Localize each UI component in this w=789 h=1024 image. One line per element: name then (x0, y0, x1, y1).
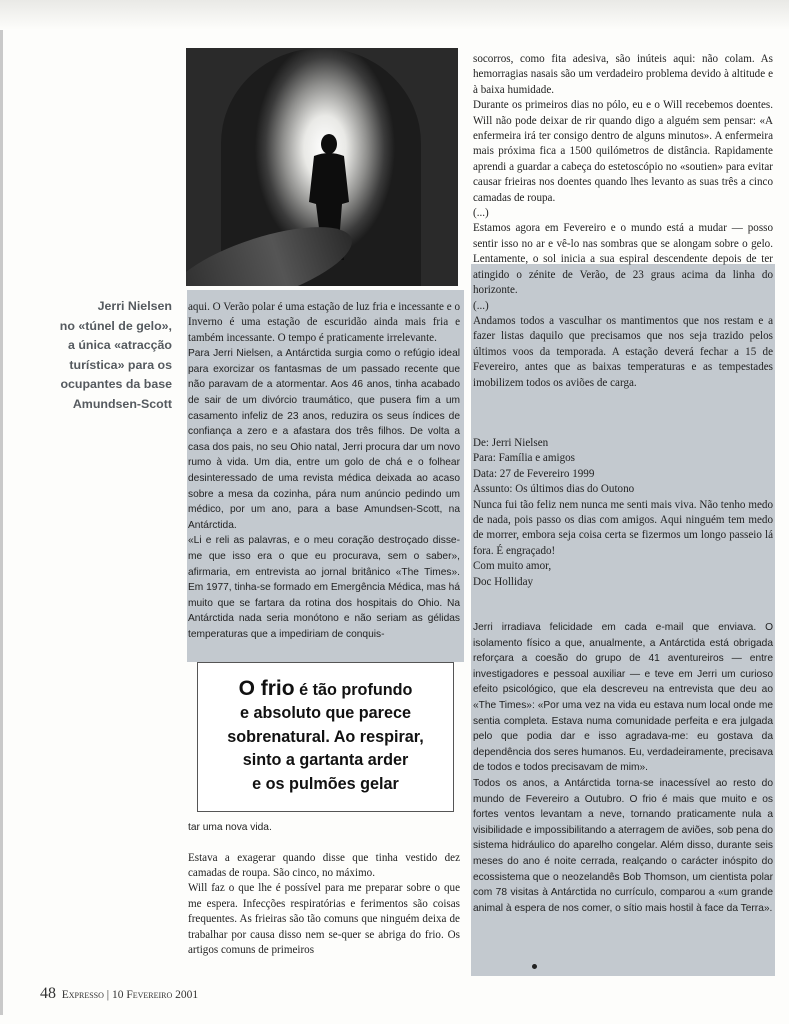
paragraph: Jerri irradiava felicidade em cada e-mail que enviava. O isolamento físico a que, anualmente, a Antárctida está obrigada reforçara a coesão do grupo de 41 aventureiros — entre investigadores e pessoal auxiliar — e teve em Jerri um curioso efeito psicológico, que ela descreveu na entrevista que deu ao «The Times»: «Por uma vez na vida eu estava num local onde me sentia completa. Estava numa comunidade perfeita e era julgada pelo que podia dar e isso agradava-me: eu gostava da dependência dos seres humanos. Eu, verdadeiramente, precisava de todos e todos precisavam de mim». (473, 622, 773, 774)
page-footer (40, 985, 198, 1003)
page-top-edge (0, 0, 789, 30)
column-1-bottom (188, 820, 460, 958)
pull-quote-line: e os pulmões gelar (252, 774, 399, 793)
paragraph: Andamos todos a vasculhar os mantimentos que nos restam e a fazer listas daquilo que precisamos que nos seja trazido pelos últimos voos da temporada. A estação deverá fechar a 15 de Fevereiro, antes que as baixas temperaturas e as tempestades imobilizem todos os aviões de carga. (473, 314, 773, 389)
pull-quote-line: sinto a gartanta arder (242, 751, 409, 770)
email-block (473, 436, 773, 590)
email-signature: Doc Holliday (473, 575, 534, 588)
caption-line: turística» para os (69, 357, 172, 372)
paragraph: tar uma nova vida. (188, 822, 272, 833)
email-signoff: Com muito amor, (473, 560, 552, 573)
email-from: De: Jerri Nielsen (473, 437, 549, 449)
ice-tunnel-photo (186, 48, 458, 286)
email-date: Data: 27 de Fevereiro 1999 (473, 467, 595, 480)
paragraph: «Li e reli as palavras, e o meu coração destroçado disse-me que isso era o que eu procurava, sem o saber», afirmaria, em entrevista ao jornal britânico «The Times». Em 1977, tinha-se formado em Emergência Médica, mas há muito que se fartara da rotina dos hospitais do Ohio. Na Antárctida nada seria monótono e não seriam as gélidas temperaturas que a impediriam de conquis- (188, 535, 460, 640)
issue-date: 10 Fevereiro 2001 (111, 989, 199, 1001)
column-1-top (188, 300, 460, 643)
paragraph: socorros, como fita adesiva, são inúteis aqui: não colam. As hemorragias nasais são um verdadeiro problema devido à altitude e à baixa humidade. (473, 53, 773, 96)
paragraph: Durante os primeiros dias no pólo, eu e o Will recebemos doentes. Will não pode deixar de rir quando digo a alguém sem pensar: «A enfermeira irá ter consigo dentro de alguns minutos». A enfermeira mais próxima fica a 1500 quilómetros de distância. Rapidamente aprendi a guardar a cabeça do estetoscópio no «soutien» para evitar causar frieiras nos doentes quando lhes levanto as suas três a cinco camadas de roupa. (473, 99, 773, 204)
column-2-top (473, 52, 773, 391)
email-subject: Assunto: Os últimos dias do Outono (473, 483, 635, 496)
pull-quote-line: é tão profundo (294, 681, 413, 699)
ellipsis: (...) (473, 299, 489, 312)
caption-line: Amundsen-Scott (72, 396, 172, 411)
pull-quote (197, 662, 454, 812)
caption-line: ocupantes da base (60, 377, 172, 391)
paragraph: Will faz o que lhe é possível para me preparar sobre o que me espera. Infecções respiratórias e ferimentos são coisas frequentes. As frieiras são tão comuns que ninguém deixa de trabalhar por causa disso nem se-quer se abriga do frio. Os artigos comuns de primeiros (188, 882, 460, 957)
pull-quote-line: e absoluto que parece (240, 704, 411, 723)
paragraph: Nunca fui tão feliz nem nunca me senti mais viva. Não tenho medo de nada, pois passo os dias com amigos. Aqui ninguém tem medo de morrer, embora seja coisa certa se fizermos um longo passeio lá fora. É engraçado! (473, 498, 773, 557)
paragraph: Todos os anos, a Antárctida torna-se inacessível ao resto do mundo de Fevereiro a Outubro. O frio é mais que muito e os fortes ventos levantam a neve, tornando praticamente nula a visibilidade e impossibilitando a aterragem de aviões, sob pena do sistema hidráulico do aparelho congelar. Além disso, durante seis meses do ano é noite cerrada, realçando o carácter inóspito do ecossistema que o neozelandês Bob Thomson, um cientista polar com 78 visitas à Antárctida no currículo, comparou a «um grande animal à espera de nos comer, o sítio mais hostil à face da Terra». (473, 777, 773, 914)
publication-name: Expresso (61, 989, 104, 1001)
photo-caption (20, 297, 172, 414)
caption-line: no «túnel de gelo», (59, 318, 172, 333)
footer-separator: | (106, 989, 110, 1001)
paragraph: Estamos agora em Fevereiro e o mundo está a mudar — posso sentir isso no ar e vê-lo nas sombras que se alongam sobre o gelo. Lentamente, o sol inicia a sua espiral descendente depois de ter atingido o zénite de Verão, de 23 graus acima da linha do horizonte. (473, 222, 773, 297)
page-number: 48 (40, 985, 56, 1002)
column-2-bottom (473, 620, 773, 916)
ellipsis: (...) (473, 207, 489, 220)
email-to: Para: Família e amigos (473, 452, 575, 465)
caption-line: a única «atracção (67, 338, 172, 352)
page-left-rule (0, 30, 3, 1015)
paragraph: Para Jerri Nielsen, a Antárctida surgia como o refúgio ideal para exorcizar os fantasmas de um passado recente que não paravam de a atormentar. Aos 46 anos, tinha acabado de sair de um divórcio traumático, que pusera fim a um casamento infeliz de 23 anos, reduzira os seus índices de confiança a zero e a afastara dos três filhos. De volta a casa dos pais, no seu Ohio natal, Jerri procura dar um novo rumo à vida. Um dia, entre um golo de chá e o folhear desinteressado de uma revista médica deixada ao acaso sobre a mesa da cozinha, pára num anúncio pedindo um médico, por um ano, para a base Amundsen-Scott, na Antárctida. (188, 348, 460, 531)
paragraph: Estava a exagerar quando disse que tinha vestido dez camadas de roupa. São cinco, no máximo. (188, 851, 460, 879)
caption-line: Jerri Nielsen (97, 299, 172, 313)
paragraph: aqui. O Verão polar é uma estação de luz fria e incessante e o Inverno é uma estação de escuridão ainda mais fria e também incessante. O tempo é praticamente irrelevante. (188, 301, 460, 344)
pull-quote-line: sobrenatural. Ao respirar, (227, 727, 424, 746)
pull-quote-lead: O frio (238, 677, 295, 700)
end-mark (532, 964, 537, 969)
